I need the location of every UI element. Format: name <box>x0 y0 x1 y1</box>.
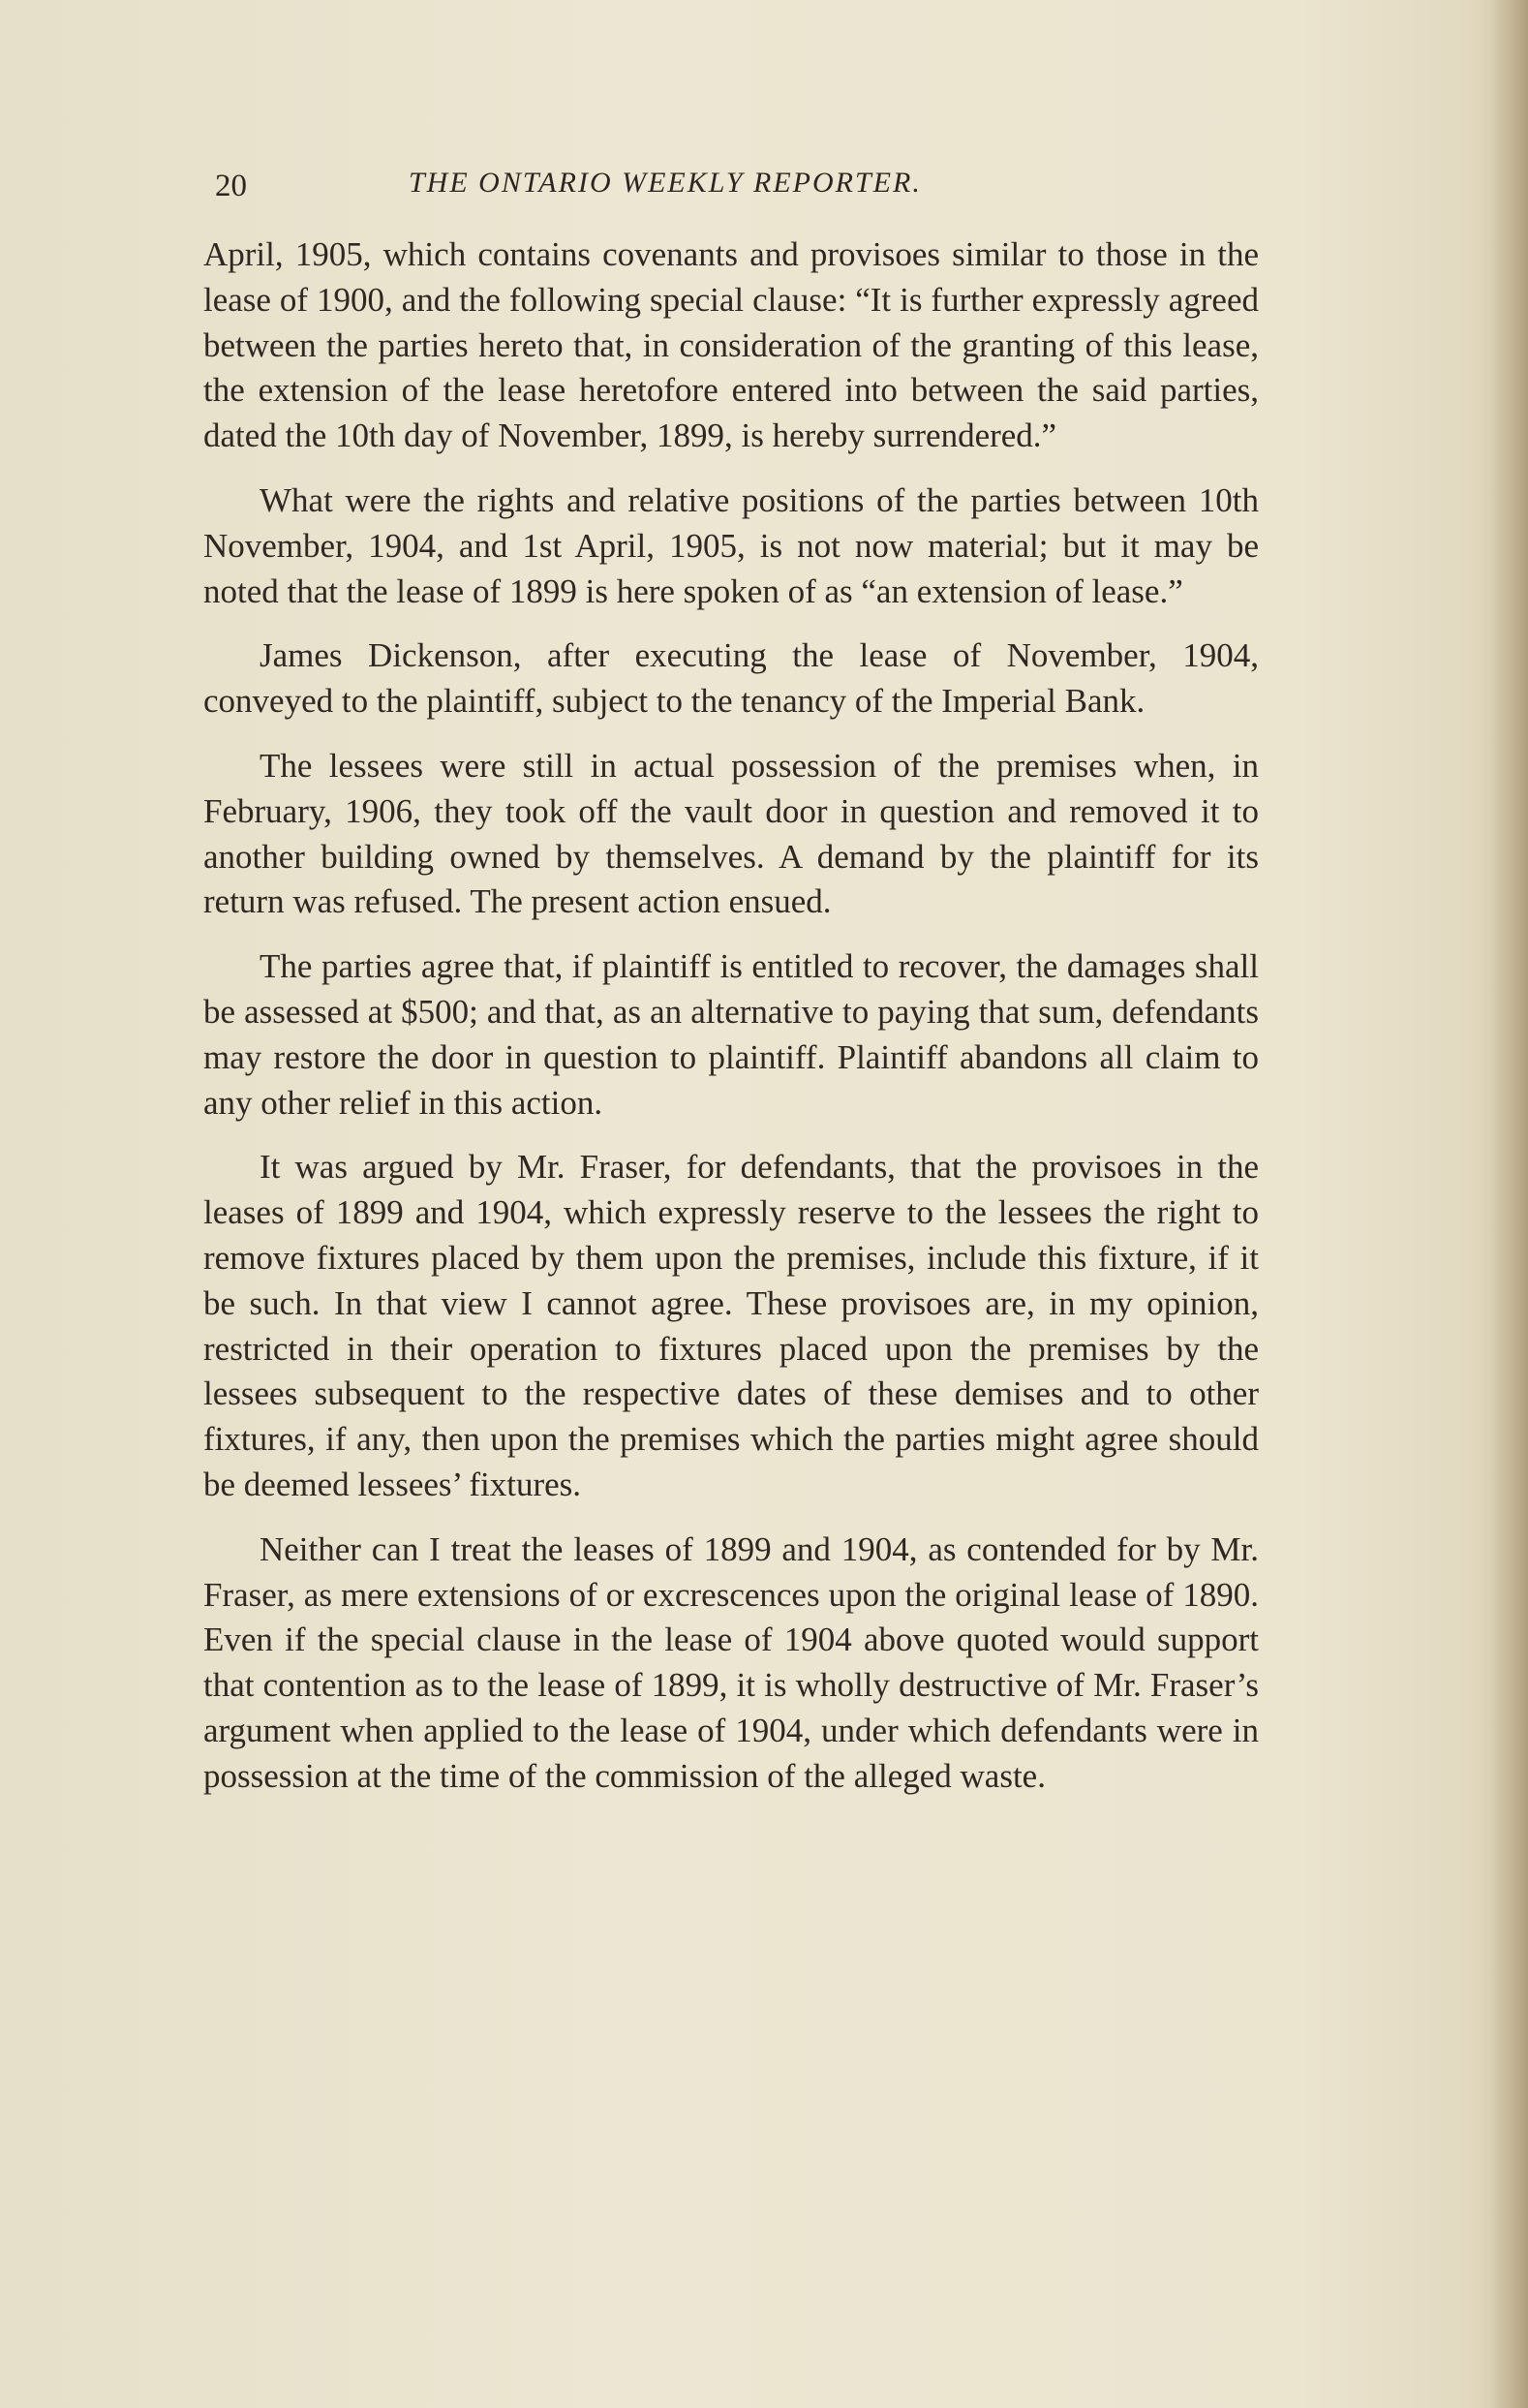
paragraph-7: Neither can I treat the leases of 1899 and 1904, as contended for by Mr. Fraser, as mere extensions of or excrescences upon the original lease of 1890. Even if the special clause in the lease of 1904 above quoted would support that contention as to the lease of 1899, it is wholly destructive of Mr. Fraser’s argument when applied to the lease of 1904, under which defendants were in possession at the time of the commission of the alleged waste. <box>203 1529 1259 1795</box>
paragraph-6: It was argued by Mr. Fraser, for defendants, that the provisoes in the leases of 1899 and 1904, which expressly reserve to the lessees the right to remove fixtures placed by them upon the premises, include this fixture, if it be such. In that view I cannot agree. These provisoes are, in my opinion, restricted in their operation to fixtures placed upon the premises by the lessees subsequent to the respective dates of these demises and to other fixtures, if any, then upon the premises which the parties might agree should be deemed lessees’ fixtures. <box>203 1148 1259 1503</box>
page-edge-shadow <box>1489 0 1528 2408</box>
paragraph-3: James Dickenson, after executing the lease of November, 1904, conveyed to the plaintiff, subject to the tenancy of the Imperial Bank. <box>203 636 1259 721</box>
running-title: THE ONTARIO WEEKLY REPORTER. <box>409 167 922 199</box>
paragraph-4: The lessees were still in actual possession of the premises when, in February, 1906, they took off the vault door in question and removed it to another building owned by themselves. A demand by the plaintiff for its return was refused. The present action ensued. <box>203 746 1259 921</box>
body-text <box>203 232 1259 1819</box>
paragraph-2: What were the rights and relative positions of the parties between 10th November, 1904, and 1st April, 1905, is not now material; but it may be noted that the lease of 1899 is here spoken of as “an extension of lease.” <box>203 480 1259 610</box>
paragraph-5: The parties agree that, if plaintiff is entitled to recover, the damages shall be assessed at $500; and that, as an alternative to paying that sum, defendants may restore the door in question to plaintiff. Plaintiff abandons all claim to any other relief in this action. <box>203 947 1259 1122</box>
page-header <box>205 163 1261 221</box>
page-number: 20 <box>215 169 247 203</box>
paragraph-1: April, 1905, which contains covenants and provisoes similar to those in the lease of 1900, and the following special clause: “It is further expressly agreed between the parties hereto that, in consideration of the granting of this lease, the extension of the lease heretofore entered into between the said parties, dated the 10th day of November, 1899, is hereby surrendered.” <box>203 235 1259 455</box>
